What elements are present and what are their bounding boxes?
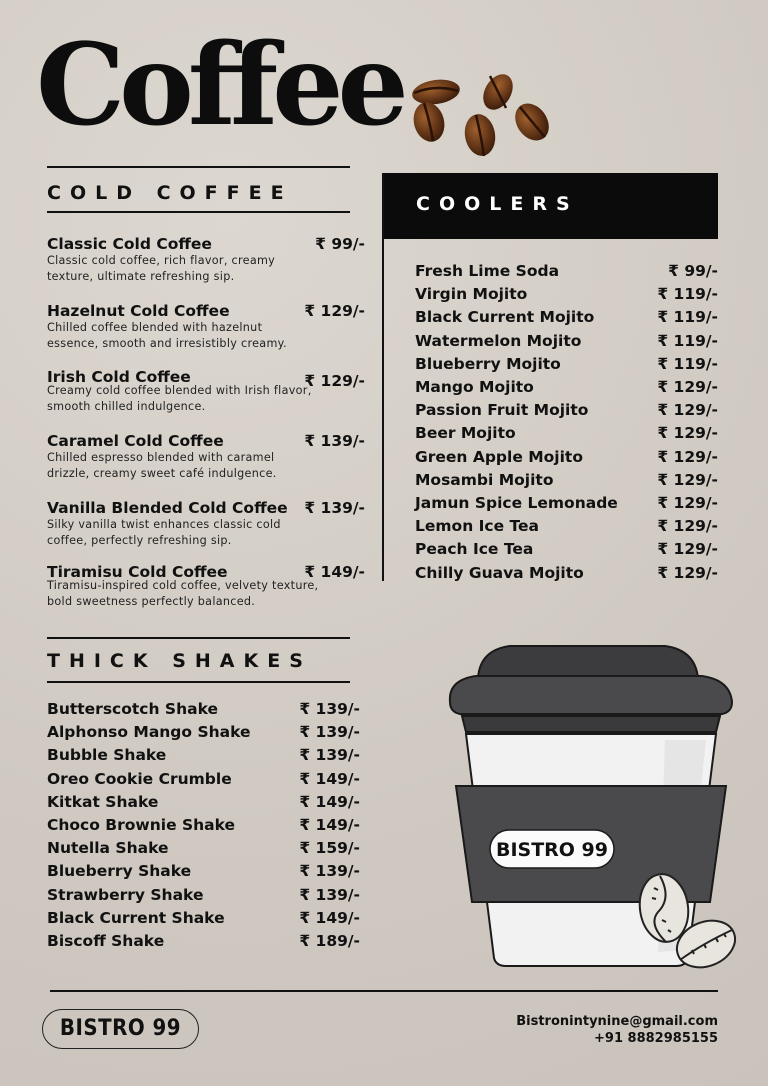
item-description: Creamy cold coffee blended with Irish flavor, smooth chilled indulgence. (47, 384, 312, 413)
item-name: Nutella Shake (47, 839, 169, 858)
item-price: ₹ 129/- (304, 372, 365, 390)
item-name: Oreo Cookie Crumble (47, 769, 232, 788)
item-name: Tiramisu Cold Coffee (47, 563, 228, 581)
contact-info (516, 1013, 718, 1047)
item-price: ₹ 129/- (304, 302, 365, 320)
section-heading-thick-shakes: THICK SHAKES (47, 650, 312, 672)
item-name: Passion Fruit Mojito (415, 401, 589, 420)
item-name: Butterscotch Shake (47, 700, 218, 718)
list-item (415, 355, 718, 373)
item-name: Biscoff Shake (47, 932, 165, 950)
item-price: ₹ 129/- (657, 563, 718, 582)
item-price: ₹ 189/- (299, 932, 360, 950)
menu-item (47, 499, 367, 548)
item-price: ₹ 119/- (657, 308, 718, 327)
item-name: Black Current Shake (47, 908, 225, 927)
item-name: Classic Cold Coffee (47, 235, 212, 253)
section-heading-coolers: COOLERS (416, 193, 579, 215)
item-name: Beer Mojito (415, 424, 516, 443)
menu-item (47, 563, 367, 609)
item-price: ₹ 99/- (668, 262, 718, 280)
item-name: Virgin Mojito (415, 285, 528, 304)
item-name: Strawberry Shake (47, 885, 204, 904)
item-name: Watermelon Mojito (415, 331, 582, 350)
list-item (415, 564, 718, 582)
list-item (415, 401, 718, 419)
item-price: ₹ 119/- (657, 285, 718, 304)
item-name: Fresh Lime Soda (415, 262, 560, 280)
list-item (47, 909, 360, 927)
item-description: Chilled espresso blended with caramel drizzle, creamy sweet café indulgence. (47, 451, 277, 480)
item-name: Green Apple Mojito (415, 447, 583, 466)
item-name: Choco Brownie Shake (47, 816, 236, 834)
item-description: Tiramisu-inspired cold coffee, velvety texture, bold sweetness perfectly balanced. (47, 579, 319, 608)
menu-item (47, 368, 367, 414)
item-price: ₹ 139/- (299, 723, 360, 742)
cup-label: BISTRO 99 (495, 839, 609, 861)
coffee-beans-icon (400, 70, 560, 160)
menu-item (47, 302, 367, 351)
divider (47, 637, 350, 639)
item-name: Black Current Mojito (415, 308, 595, 327)
item-name: Jamun Spice Lemonade (415, 494, 618, 512)
contact-email[interactable]: Bistronintynine@gmail.com (516, 1014, 718, 1029)
item-price: ₹ 139/- (299, 862, 360, 881)
list-item (47, 770, 360, 788)
list-item (415, 285, 718, 303)
list-item (415, 308, 718, 326)
divider (47, 166, 350, 168)
item-price: ₹ 149/- (299, 908, 360, 927)
contact-phone[interactable]: +91 8882985155 (594, 1031, 718, 1046)
item-name: Mango Mojito (415, 378, 534, 396)
menu-item (47, 432, 367, 481)
item-price: ₹ 139/- (304, 499, 365, 517)
list-item (415, 262, 718, 280)
list-item (415, 378, 718, 396)
divider (382, 173, 384, 581)
item-price: ₹ 119/- (657, 354, 718, 373)
divider (47, 211, 350, 213)
list-item (47, 723, 360, 741)
item-name: Alphonso Mango Shake (47, 723, 251, 742)
list-item (47, 862, 360, 880)
item-description: Silky vanilla twist enhances classic cold coffee, perfectly refreshing sip. (47, 518, 281, 547)
list-item (47, 793, 360, 811)
item-price: ₹ 139/- (304, 432, 365, 450)
list-item (415, 494, 718, 512)
item-name: Bubble Shake (47, 746, 167, 765)
brand-badge: BISTRO 99 (42, 1009, 199, 1049)
item-price: ₹ 149/- (299, 792, 360, 811)
divider (50, 990, 718, 992)
item-description: Classic cold coffee, rich flavor, creamy texture, ultimate refreshing sip. (47, 254, 276, 283)
item-price: ₹ 129/- (657, 517, 718, 536)
item-name: Hazelnut Cold Coffee (47, 302, 230, 320)
item-description: Chilled coffee blended with hazelnut essence, smooth and irresistibly creamy. (47, 321, 287, 350)
list-item (47, 839, 360, 857)
item-name: Blueberry Mojito (415, 354, 561, 373)
list-item (47, 886, 360, 904)
item-price: ₹ 149/- (304, 563, 365, 581)
menu-item (47, 235, 367, 284)
item-name: Mosambi Mojito (415, 470, 554, 489)
item-price: ₹ 129/- (657, 378, 718, 396)
item-price: ₹ 149/- (299, 769, 360, 788)
item-name: Kitkat Shake (47, 792, 159, 811)
list-item (415, 517, 718, 535)
list-item (415, 332, 718, 350)
item-name: Peach Ice Tea (415, 540, 534, 559)
item-name: Vanilla Blended Cold Coffee (47, 499, 288, 517)
item-price: ₹ 139/- (299, 700, 360, 718)
item-price: ₹ 99/- (315, 235, 365, 253)
list-item (47, 700, 360, 718)
section-heading-cold-coffee: COLD COFFEE (47, 182, 293, 204)
item-price: ₹ 129/- (657, 424, 718, 443)
coolers-header (384, 173, 718, 239)
item-price: ₹ 139/- (299, 885, 360, 904)
item-name: Chilly Guava Mojito (415, 563, 584, 582)
list-item (415, 540, 718, 558)
item-name: Caramel Cold Coffee (47, 432, 224, 450)
item-price: ₹ 129/- (657, 447, 718, 466)
item-name: Blueberry Shake (47, 862, 192, 881)
list-item (47, 816, 360, 834)
item-price: ₹ 149/- (299, 816, 360, 834)
item-price: ₹ 119/- (657, 331, 718, 350)
item-price: ₹ 129/- (657, 401, 718, 420)
list-item (415, 424, 718, 442)
item-price: ₹ 139/- (299, 746, 360, 765)
list-item (47, 746, 360, 764)
item-price: ₹ 129/- (657, 470, 718, 489)
item-price: ₹ 129/- (657, 540, 718, 559)
list-item (415, 448, 718, 466)
coffee-bean-sketch-icon (632, 868, 742, 978)
item-price: ₹ 129/- (657, 494, 718, 512)
list-item (415, 471, 718, 489)
page-title: Coffee (36, 20, 403, 151)
item-name: Lemon Ice Tea (415, 517, 539, 536)
divider (47, 681, 350, 683)
item-price: ₹ 159/- (299, 839, 360, 858)
list-item (47, 932, 360, 950)
item-name: Irish Cold Coffee (47, 368, 191, 386)
